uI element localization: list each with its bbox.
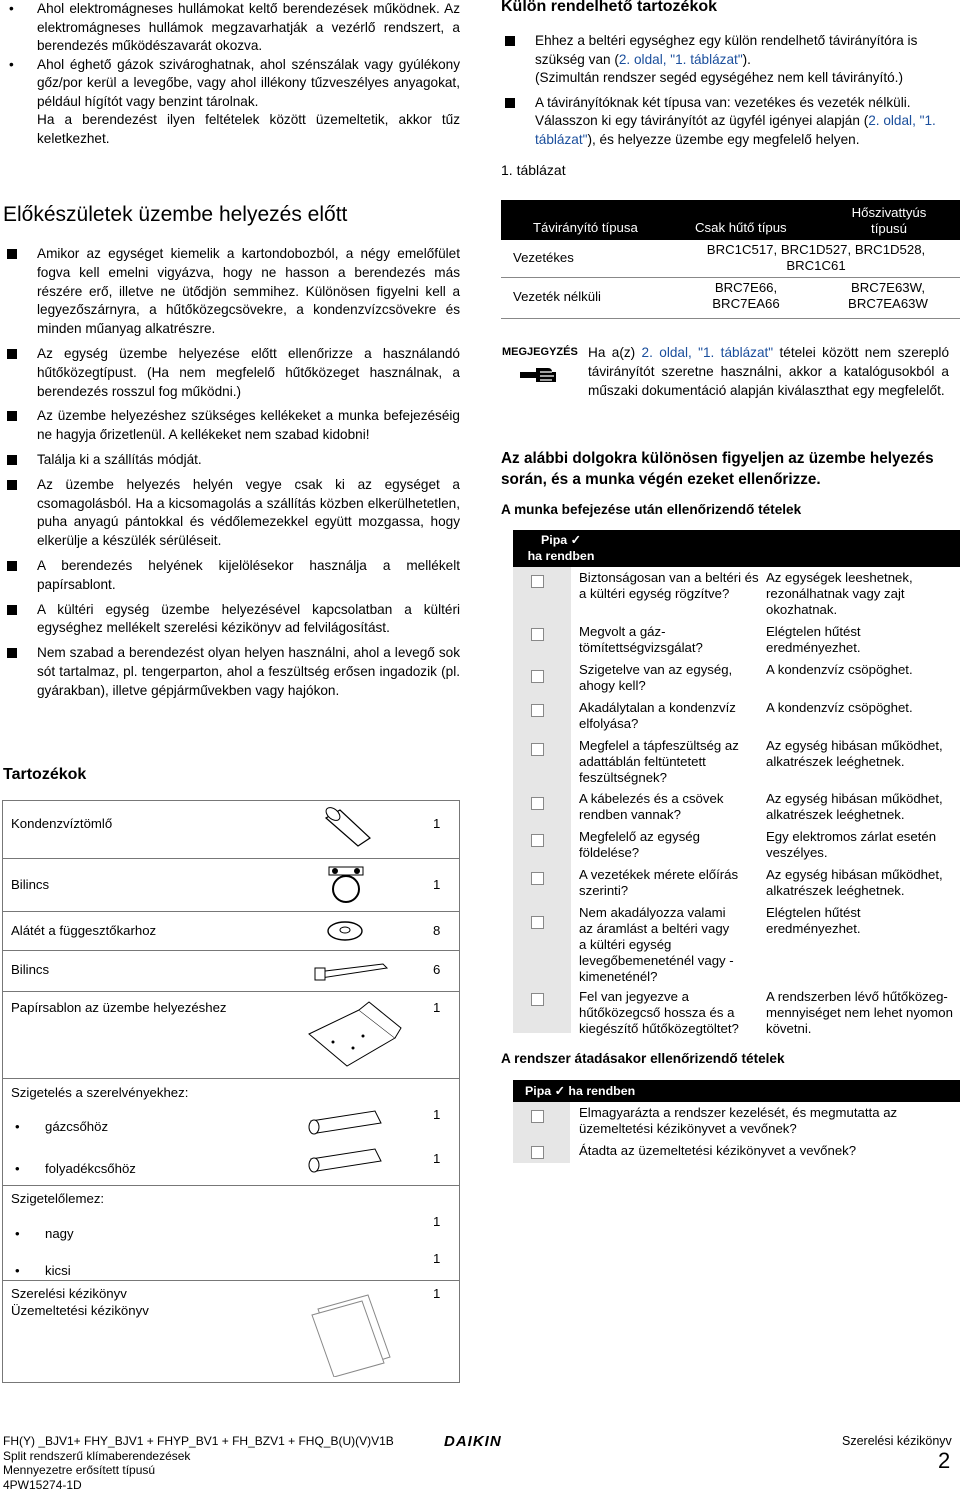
prep-item <box>3 601 460 639</box>
footer-line: Mennyezetre erősített típusú <box>3 1463 394 1478</box>
table-row <box>3 801 459 859</box>
pipe-insulation-icon <box>303 1105 393 1181</box>
drain-hose-icon <box>318 804 378 856</box>
check-effect: Az egység hibásan működhet, alkatrészek leéghetnek. <box>766 867 956 899</box>
attention-title: Az alábbi dolgokra különösen figyeljen az üzembe helyezés során, és a munka végén ezeket ellenőrizze. <box>501 448 960 490</box>
prep-item <box>3 476 460 551</box>
check-item: A kábelezés és a csövek rendben vannak? <box>579 791 749 823</box>
table-cell: BRC1C517, BRC1D527, BRC1D528, BRC1C61 <box>701 242 931 274</box>
check-header-line: Pipa ✓ <box>513 533 609 549</box>
prep-item-text: Találja ki a szállítás módját. <box>37 452 202 467</box>
optional-list <box>501 32 960 155</box>
table-cell: Vezetékes <box>513 250 574 266</box>
header-cell: Távirányító típusa <box>533 220 638 236</box>
accessory-name: Szigetelés a szerelvényekhez: <box>11 1085 188 1100</box>
prep-item <box>3 451 460 470</box>
note-label: MEGJEGYZÉS <box>502 346 578 358</box>
page-number: 2 <box>938 1448 950 1474</box>
bullet-dot: • <box>15 1161 20 1176</box>
check-effect: Az egység hibásan működhet, alkatrészek leéghetnek. <box>766 791 956 823</box>
intro-bullet <box>3 0 460 56</box>
prep-item-text: Az egység üzembe helyezése előtt ellenőrizze a használandó hűtőközegtípust. (Ha nem megfelelő hűtőközeget használnak, a berendezés rosszul fog működni.) <box>37 346 460 399</box>
table-row <box>3 951 459 992</box>
check-effect: Az egységek leeshetnek, rezonálhatnak vagy zajt okozhatnak. <box>766 570 956 618</box>
check-row <box>501 826 960 864</box>
accessory-name: Alátét a függesztőkarhoz <box>11 923 156 938</box>
prep-item-text: A kültéri egység üzembe helyezésével kapcsolatban a kültéri egységhez mellékelt szerelési kézikönyv ad felvilágosítást. <box>37 602 460 636</box>
table-row <box>3 1079 459 1186</box>
check-effect: A kondenzvíz csöpöghet. <box>766 662 956 678</box>
optional-item <box>501 32 960 88</box>
check-header-fill <box>609 530 960 567</box>
table1-link[interactable]: 2. oldal, "1. táblázat" <box>535 113 936 147</box>
cable-tie-icon <box>313 956 393 986</box>
table-row <box>3 1186 459 1281</box>
prep-item <box>3 245 460 339</box>
accessory-sub <box>15 1263 20 1278</box>
prep-list <box>3 245 460 707</box>
check-effect: A rendszerben lévő hűtőközeg-mennyiséget nem lehet nyomon követni. <box>766 989 956 1037</box>
table-cell: Vezeték nélküli <box>513 289 601 305</box>
accessory-name: Papírsablon az üzembe helyezéshez <box>11 1000 227 1015</box>
header-cell: Hőszivattyús típusú <box>839 205 939 237</box>
accessory-qty: 1 <box>433 1107 440 1122</box>
bullet-square-icon <box>7 480 17 490</box>
check-box[interactable] <box>531 916 544 929</box>
check-item: Szigetelve van az egység, ahogy kell? <box>579 662 749 694</box>
accessory-sub <box>15 1119 20 1134</box>
check-row <box>501 621 960 659</box>
bullet-square-icon <box>7 249 17 259</box>
check-box[interactable] <box>531 1110 544 1123</box>
accessory-qty: 1 <box>433 1000 440 1015</box>
optional-title: Külön rendelhető tartozékok <box>501 0 717 16</box>
prep-item-text: Az üzembe helyezés helyén vegye csak ki az egységet a csomagolásból. Ha a kicsomagolás a szállítás közben elkerülhetetlen, puha anyagú pántokkal és védőlemezekkel együtt mozgassa, hogy elkerülje a készülék sérüléseit. <box>37 477 460 548</box>
check-box[interactable] <box>531 797 544 810</box>
bullet-dot: • <box>15 1263 20 1278</box>
clamp-icon <box>321 861 371 909</box>
table-row <box>501 278 960 319</box>
check-row <box>501 986 960 1038</box>
accessory-name: Üzemeltetési kézikönyv <box>11 1303 149 1318</box>
table1-link[interactable]: 2. oldal, "1. táblázat" <box>619 52 743 67</box>
footer-right-label: Szerelési kézikönyv <box>842 1434 952 1448</box>
table1-caption: 1. táblázat <box>501 162 566 178</box>
prep-item <box>3 407 460 445</box>
check-item: Megfelel a tápfeszültség az adattáblán feltüntetett feszültségnek? <box>579 738 739 786</box>
delivery-item: Átadta az üzemeltetési kézikönyvet a vevőnek? <box>579 1143 919 1159</box>
prep-item <box>3 345 460 401</box>
intro-bullet-text: Ahol éghető gázok szivároghatnak, ahol szénszálak vagy gyúlékony gőz/por kerül a levegőbe, vagy ahol illékony tűzveszélyes anyagokat, például hígítót vagy benzint tárolnak. <box>37 57 460 109</box>
table-header <box>501 200 960 240</box>
note-text <box>588 344 949 400</box>
check-effect: Az egység hibásan működhet, alkatrészek leéghetnek. <box>766 738 956 770</box>
delivery-table <box>501 1080 960 1166</box>
check-item: Megvolt a gáz-tömítettségvizsgálat? <box>579 624 714 656</box>
check-row <box>501 735 960 788</box>
accessory-sub-name: gázcsőhöz <box>45 1119 108 1134</box>
accessory-sub <box>15 1226 20 1241</box>
optional-item <box>501 94 960 150</box>
table-row <box>3 912 459 951</box>
check-item: Fel van jegyezve a hűtőközegcső hossza és a kiegészítő hűtőközegtöltet? <box>579 989 749 1037</box>
check-box[interactable] <box>531 628 544 641</box>
table-row <box>501 240 960 278</box>
accessory-sub-name: kicsi <box>45 1263 71 1278</box>
accessory-name: Kondenzvíztömlő <box>11 816 112 831</box>
optional-text: ). <box>743 52 751 67</box>
delivery-header-text: Pipa ✓ ha rendben <box>513 1084 635 1098</box>
accessory-qty: 6 <box>433 962 440 977</box>
prep-item <box>3 557 460 595</box>
table-row <box>3 859 459 912</box>
table-cell: BRC7E66, BRC7EA66 <box>701 280 791 312</box>
check-effect: Elégtelen hűtést eredményezhet. <box>766 624 906 656</box>
delivery-header <box>513 1080 960 1102</box>
check-row <box>501 659 960 697</box>
accessory-qty: 1 <box>433 1214 440 1229</box>
check-item: Nem akadályozza valami az áramlást a beltéri vagy a kültéri egység levegőbemeneténél vagy -kimeneténél? <box>579 905 739 985</box>
accessory-qty: 8 <box>433 923 440 938</box>
washer-icon <box>323 917 367 945</box>
bullet-square-icon <box>7 349 17 359</box>
table-row <box>3 992 459 1079</box>
accessories-title: Tartozékok <box>3 766 86 784</box>
check-box[interactable] <box>531 1146 544 1159</box>
check-row <box>501 697 960 735</box>
prep-item-text: Az üzembe helyezéshez szükséges kellékeket a munka befejezéséig ne hagyja őrizetlenül. A kellékeket nem szabad kidobni! <box>37 408 460 442</box>
intro-bullet-text: Ahol elektromágneses hullámokat keltő berendezések működnek. Az elektromágneses hullámok megzavarhatják a vezérlő rendszert, a berendezés működészavarát okozva. <box>37 1 460 53</box>
note-text-part: Ha a(z) <box>588 345 642 360</box>
bullet-square-icon <box>7 561 17 571</box>
check-row <box>501 568 960 621</box>
check-row <box>501 1142 960 1162</box>
footer-line: 4PW15274-1D <box>3 1478 394 1492</box>
check-row <box>501 902 960 986</box>
footer-left <box>3 1434 394 1492</box>
check-item: A vezetékek mérete előírás szerinti? <box>579 867 749 899</box>
check-item: Biztonságosan van a beltéri és a kültéri egység rögzítve? <box>579 570 759 602</box>
accessory-qty: 1 <box>433 816 440 831</box>
check-header-line: ha rendben <box>513 549 609 565</box>
accessories-table <box>2 800 460 1383</box>
footer-line: FH(Y) _BJV1+ FHY_BJV1 + FHYP_BV1 + FH_BZV1 + FHQ_B(U)(V)V1B <box>3 1434 394 1449</box>
accessory-name: Bilincs <box>11 877 49 892</box>
intro-bullets <box>3 0 460 148</box>
accessory-name: Bilincs <box>11 962 49 977</box>
check-row <box>501 864 960 902</box>
accessory-sub-name: nagy <box>45 1226 74 1241</box>
intro-note: Ha a berendezést ilyen feltételek között üzemeltetik, akkor tűz keletkezhet. <box>3 111 460 148</box>
hand-note-icon <box>518 364 558 388</box>
accessory-qty: 1 <box>433 1151 440 1166</box>
check-effect: Elégtelen hűtést eredményezhet. <box>766 905 956 937</box>
accessory-sub-name: folyadékcsőhöz <box>45 1161 136 1176</box>
bullet-square-icon <box>505 36 515 46</box>
check-table <box>501 530 960 1038</box>
check-box[interactable] <box>531 872 544 885</box>
bullet-square-icon <box>7 605 17 615</box>
table-cell: BRC7E63W, BRC7EA63W <box>843 280 933 312</box>
check-header <box>513 530 609 567</box>
prep-item-text: Nem szabad a berendezést olyan helyen használni, ahol a levegő sok sót tartalmaz, pl. tengerparton, ahol a feszültség erősen ingadozik (pl. gyárakban), illetve gépjárművekben vagy hajókon. <box>37 645 460 698</box>
check-row <box>501 1104 960 1140</box>
prep-title: Előkészületek üzembe helyezés előtt <box>3 203 347 227</box>
paper-template-icon <box>303 998 403 1074</box>
prep-item-text: A berendezés helyének kijelölésekor használja a mellékelt papírsablont. <box>37 558 460 592</box>
bullet-square-icon <box>7 648 17 658</box>
bullet-dot: • <box>15 1119 20 1134</box>
check-box[interactable] <box>531 743 544 756</box>
check-box[interactable] <box>531 704 544 717</box>
table1-link[interactable]: 2. oldal, "1. táblázat" <box>642 345 774 360</box>
check-effect: A kondenzvíz csöpöghet. <box>766 700 956 716</box>
optional-text: Ehhez a beltéri egységhez egy külön rendelhető távirányítóra is szükség van ( <box>535 33 917 67</box>
optional-text: ), és helyezze üzembe egy megfelelő helyen. <box>587 132 859 147</box>
delivery-title: A rendszer átadásakor ellenőrizendő tételek <box>501 1051 785 1066</box>
check-item: Megfelelő az egység földelése? <box>579 829 719 861</box>
accessory-name: Szigetelőlemez: <box>11 1191 104 1206</box>
optional-text: A távirányítóknak két típusa van: vezetékes és vezeték nélküli. Válasszon ki egy távirányítót az ügyfél igényei alapján ( <box>535 95 911 129</box>
prep-item-text: Amikor az egységet kiemelik a kartondobozból, a négy emelőfület fogva kell emelni vigyázva, hogy ne hasson a berendezés más részére erő, illetve ne ütődjön semmihez. Különösen figyelni kell a legyezőszárnyra, a hűtőközegcsövekre, a kondenzvízcsövekre és minden műanyag alkatrészre. <box>37 246 460 336</box>
bullet-square-icon <box>505 98 515 108</box>
table-row <box>3 1281 459 1382</box>
attention-subtitle: A munka befejezése után ellenőrizendő tételek <box>501 502 801 517</box>
delivery-item: Elmagyarázta a rendszer kezelését, és megmutatta az üzemeltetési kézikönyvet a vevőnek? <box>579 1105 919 1137</box>
check-effect: Egy elektromos zárlat esetén veszélyes. <box>766 829 956 861</box>
footer-line: Split rendszerű klímaberendezések <box>3 1449 394 1464</box>
header-cell: Csak hűtő típus <box>695 220 787 236</box>
check-box[interactable] <box>531 575 544 588</box>
check-item: Akadálytalan a kondenzvíz elfolyása? <box>579 700 749 732</box>
check-box[interactable] <box>531 670 544 683</box>
intro-bullet <box>3 56 460 112</box>
accessory-qty: 1 <box>433 877 440 892</box>
accessory-sub <box>15 1161 20 1176</box>
bullet-square-icon <box>7 411 17 421</box>
check-box[interactable] <box>531 834 544 847</box>
accessory-name: Szerelési kézikönyv <box>11 1286 127 1301</box>
accessory-qty: 1 <box>433 1286 440 1301</box>
manual-booklet-icon <box>308 1287 398 1377</box>
bullet-square-icon <box>7 455 17 465</box>
check-row <box>501 788 960 826</box>
note-text-part: tételei között nem szerepló távirányítót szeretne használni, akkor a katalógusokból a műszaki dokumentáció alapján kiválaszthat egy megfelelőt. <box>588 345 949 398</box>
prep-item <box>3 644 460 700</box>
check-box[interactable] <box>531 993 544 1006</box>
daikin-logo: DAIKIN <box>444 1433 502 1450</box>
bullet-dot: • <box>15 1226 20 1241</box>
accessory-qty: 1 <box>433 1251 440 1266</box>
optional-text: (Szimultán rendszer segéd egységéhez nem kell távirányító.) <box>535 70 903 85</box>
